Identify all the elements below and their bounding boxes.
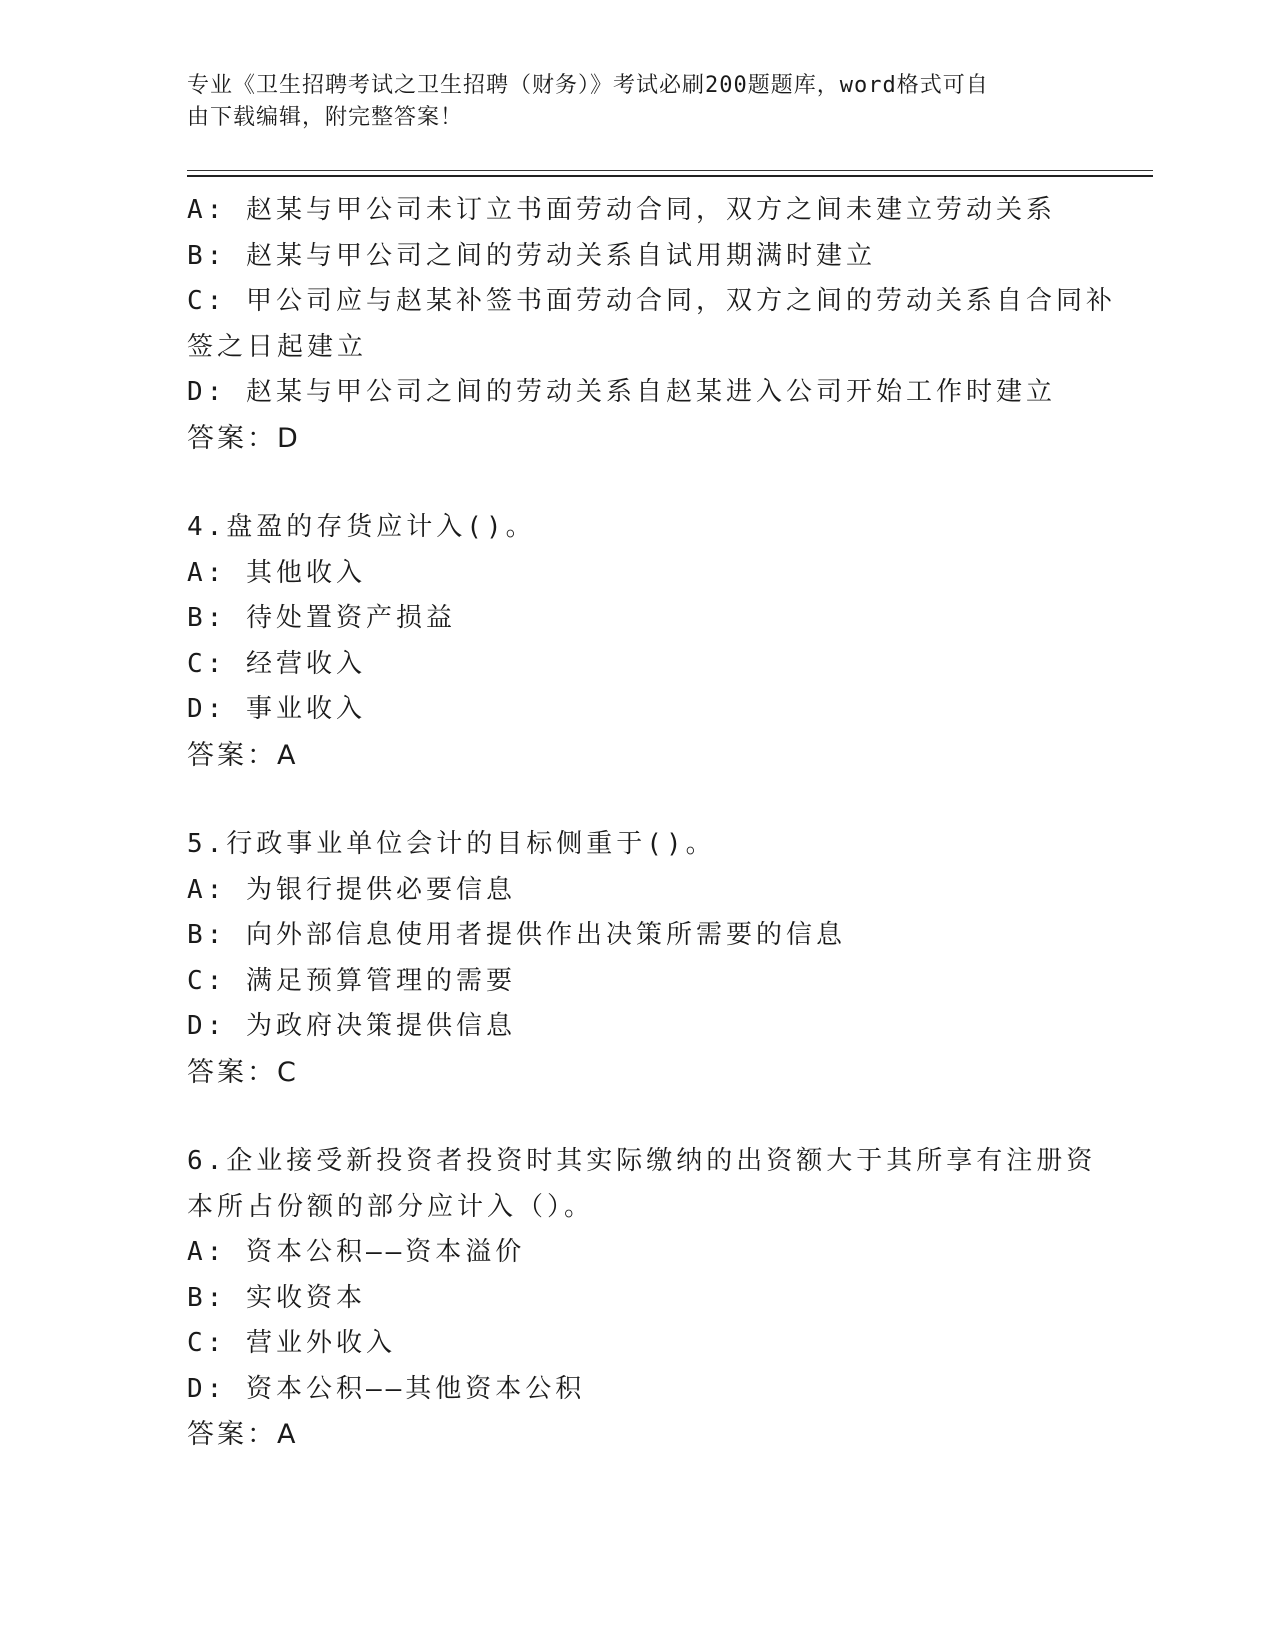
spacer [187,461,1087,505]
option-c-continued: 签之日起建立 [187,331,368,362]
option-a: A: 为银行提供必要信息 [187,874,516,905]
answer-line: 答案：A [187,1419,299,1450]
question-block-5 [187,822,1087,1095]
option-c: C: 甲公司应与赵某补签书面劳动合同，双方之间的劳动关系自合同补 [187,286,1116,316]
option-a: A: 资本公积——资本溢价 [187,1237,526,1267]
option-a: A: 赵某与甲公司未订立书面劳动合同，双方之间未建立劳动关系 [187,195,1056,225]
question-content [187,188,1116,1458]
option-c: C: 满足预算管理的需要 [187,965,516,996]
answer-line: 答案：A [187,739,299,771]
question-text: 5.行政事业单位会计的目标侧重于()。 [187,829,716,859]
option-c: C: 经营收入 [187,648,366,679]
option-d: D: 赵某与甲公司之间的劳动关系自赵某进入公司开始工作时建立 [187,377,1056,407]
option-b: B: 待处置资产损益 [187,603,456,633]
question-block-6 [187,1139,1097,1458]
answer-line: 答案：C [187,1056,299,1088]
question-text: 6.企业接受新投资者投资时其实际缴纳的出资额大于其所享有注册资 [187,1146,1097,1176]
header-line-2: 由下载编辑，附完整答案！ [187,105,464,130]
spacer [187,1095,1087,1139]
header-divider-thin [187,170,1153,171]
option-d: D: 事业收入 [187,694,366,724]
option-b: B: 向外部信息使用者提供作出决策所需要的信息 [187,920,846,950]
question-block-4 [187,505,1087,778]
option-b: B: 实收资本 [187,1282,366,1313]
answer-line: 答案：D [187,422,301,454]
question-block-3 [187,188,1116,461]
question-text: 4.盘盈的存货应计入()。 [187,512,536,542]
option-b: B: 赵某与甲公司之间的劳动关系自试用期满时建立 [187,240,876,271]
option-c: C: 营业外收入 [187,1328,396,1358]
header-line-1: 专业《卫生招聘考试之卫生招聘（财务）》考试必刷200题题库，word格式可自 [187,73,989,98]
option-a: A: 其他收入 [187,557,366,588]
document-header [187,70,1067,134]
option-d: D: 为政府决策提供信息 [187,1011,516,1041]
header-divider-thick [187,175,1153,177]
question-text-continued: 本所占份额的部分应计入（）。 [187,1191,595,1222]
option-d: D: 资本公积——其他资本公积 [187,1373,586,1404]
spacer [187,778,1087,822]
